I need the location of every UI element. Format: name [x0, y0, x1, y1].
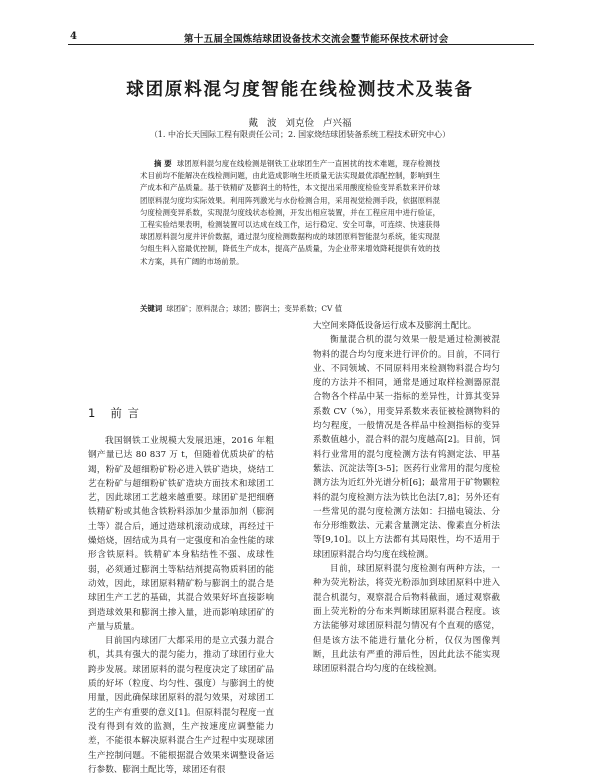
abstract [140, 158, 440, 268]
paragraph: 目前国内球团厂大都采用的是立式强力混合机，其具有强大的混匀能力，推动了球团行业大跨步发展。球团原料的混匀程度决定了球团矿品质的好坏（粒度、均匀性、强度）与膨润土的使用量，因此确保球团原料的混匀效果，对球团工艺的生产有重要的意义[1]。但原料混匀程度一直没有得到有效的监测，生产按速度应调整能力差，不能很本解决原料混合生产过程中实现球团生产控制问题。不能根据混合效果来调整设备运行参数、膨润土配比等，球团还有很 [88, 636, 274, 775]
section-number: 1 [88, 406, 97, 420]
section-heading [88, 405, 140, 421]
keywords-label: 关键词 [140, 304, 163, 313]
section-title: 前 言 [110, 406, 140, 420]
left-column [88, 434, 274, 777]
running-header [68, 31, 536, 45]
keywords-text: 球团矿；原料混合；球团；膨润土；变异系数；CV 值 [166, 304, 343, 313]
paragraph: 大空间来降低设备运行成本及膨润土配比。 [313, 321, 477, 331]
affiliation: （1. 中冶长天国际工程有限责任公司；2. 国家烧结球团装备系统工程技术研究中心） [149, 130, 451, 139]
conference-name: 第十五届全国炼结球团设备技术交流会暨节能环保技术研讨会 [184, 34, 449, 45]
paper-title: 球团原料混匀度智能在线检测技术及装备 [126, 80, 474, 100]
author-list: 戴 波 刘克俭 卢兴福 [248, 118, 352, 129]
paragraph: 我国钢铁工业规模大发展迅速，2016 年粗钢产量已达 80 837 万 t，但随着优质块矿的枯竭，粉矿及超细粉矿粉必进入铁矿造块，烧结工艺在粉矿与超细粉矿铁矿造块方面技术和球团工艺，因此球团工艺越来越重要。球团矿是把细磨铁精矿粉或其他含铁粉料添加少量添加剂（膨润土等）混合后，通过造球机滚动成球，再经过干燥焙烧，固结成为具有一定强度和冶金性能的球形含铁原料。铁精矿本身粘结性不强、成球性弱，必须通过膨润土等粘结剂提高物质料团的能动效，因此，球团原料精矿粉与膨润土的混合是球团生产工艺的基础，其混合效果好坏直接影响到造球效果和膨润土掺入量，进而影响球团矿的产量与质量。 [88, 436, 274, 632]
header-rule [68, 44, 534, 45]
right-column [313, 319, 500, 676]
abstract-label: 摘 要 [154, 159, 172, 168]
abstract-text: 球团原料混匀度在线检测是钢铁工业球团生产一直困扰的技术难题，现存检测技术目前均不能解决在线检测问题，由此造成影响生坯质量无法实现最优添配控制，影响到生产成本和产品质量。基于铁精矿及膨润土的特性，本文提出采用酸度检验变异系数来评价球团原料混匀度均实际效果。利用阵列激光与水份检测合用，采用视觉检测手段，依据原料混匀度检测变异系数，实现混匀度线状态检测，开发出相应装置，并在工程应用中进行验证，工程实验结果表明，检测装置可以达成在线工作，运行稳定、安全可靠，可连续、快速获得球团原料混匀度并评价数据，通过混匀度检测数据构成的球团原料智能混匀系统，能实现混匀组生料入窑最优控制，降低生产成本，提高产品质量，为企业带来增效降耗提供有效的技术方案，具有广阔的市场前景。 [140, 159, 440, 266]
keywords [140, 303, 450, 314]
paragraph: 目前，球团原料混匀度检测有两种方法，一种为荧光粉法，将荧光粉添加到球团原料中进入混合机混匀，观察混合后物料截面，通过观察截面上荧光粉的分布来判断球团原料混合程度。该方法能够对球团原料混匀情况有个直观的感觉，但是该方法不能进行量化分析，仅仅为图像判断，且此法有严重的滞后性，因此此法不能实现球团原料混合均匀度的在线检测。 [313, 564, 500, 675]
paragraph: 衡量混合机的混匀效果一般是通过检测被混物料的混合均匀度来进行评价的。目前，不同行业、不同领域、不同原料用来检测物料混合均匀度的方法并不相同，通常是通过取样检测器原混合物各个样品中某一指标的差异性，计算其变异系数 CV（%），用变异系数来表征被检测物料的均匀程度，一般情况是各样品中检测指标的变异系数值越小，混合料的混匀度越高[2]。目前，饲料行业常用的混匀度检测方法有钨测定法、甲基紫法、沉淀法等[3-5]；医药行业常用的混匀度检测方法为近红外光谱分析[6]；最常用于矿物颗粒料的混匀度检测方法为铁比色法[7,8]；另外还有一些常见的混匀度检测方法如：扫描电镜法、分布分形维数法、元素含量测定法、像素直分析法等[9,10]。以上方法都有其局限性，均不适用于球团原料混合均匀度在线检测。 [313, 335, 500, 560]
page-number: 4 [70, 31, 77, 42]
